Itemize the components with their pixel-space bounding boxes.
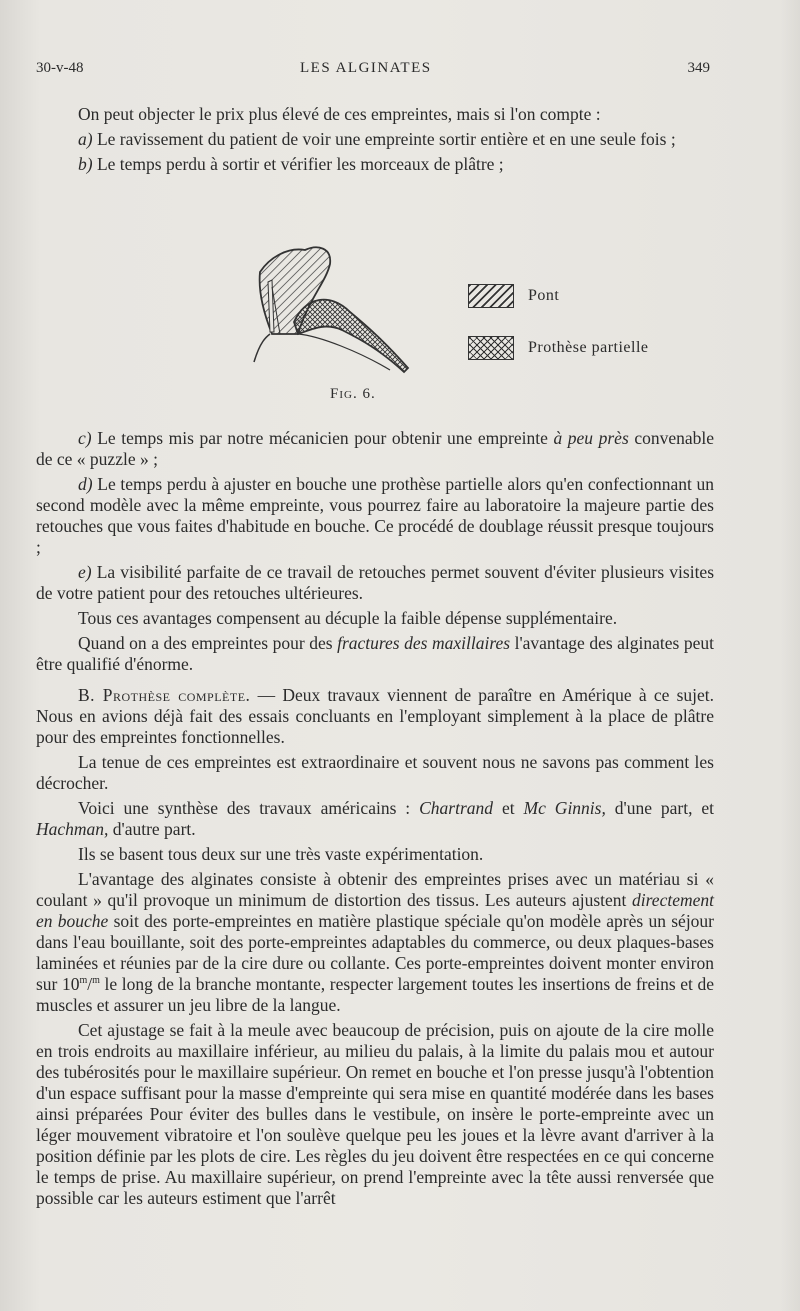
item-text-b: Le temps perdu à sortir et vérifier les morceaux de plâtre ; bbox=[96, 154, 504, 174]
running-header bbox=[36, 60, 710, 80]
author-chartrand: Chartrand bbox=[419, 798, 494, 818]
page-number: 349 bbox=[687, 60, 710, 76]
list-item-a bbox=[36, 129, 714, 150]
unit-sup-2: m bbox=[92, 975, 100, 986]
unit-slash: / bbox=[87, 974, 93, 994]
header-title: LES ALGINATES bbox=[300, 60, 432, 76]
section-b-paragraph bbox=[36, 685, 714, 748]
item-text-c-1: Le temps mis par notre mécanicien pour obtenir une empreinte bbox=[97, 428, 548, 448]
paragraph-avantages: Tous ces avantages compensent au décuple la faible dépense supplémentaire. bbox=[78, 608, 618, 628]
item-label-d: d) bbox=[78, 474, 93, 494]
paragraph-synthese bbox=[36, 798, 714, 840]
item-label-c: c) bbox=[78, 428, 92, 448]
item-label-a: a) bbox=[78, 129, 93, 149]
header-date: 30-v-48 bbox=[36, 60, 84, 76]
section-b-heading: B. Prothèse complète. bbox=[78, 685, 251, 705]
legend-swatch-pont bbox=[468, 284, 514, 308]
paragraph-ajustage: Cet ajustage se fait à la meule avec beaucoup de précision, puis on ajoute de la cire molle en trois endroits au maxillaire inférieur, au milieu du palais, à la limite du palais mou et autour des tubérosités pour le maxillaire supérieur. On remet en bouche et l'on presse jusqu'à l'obtention d'un espace suffisant pour la masse d'empreinte qui sera mise en quantité modérée dans les bases ainsi préparées Pour éviter des bulles dans le vestibule, on insère le porte-empreinte avec un léger mouvement vibratoire et l'on soulève quelque peu les joues et la lèvre avant d'arriver à la position définie par les plots de cire. Les règles du jeu doivent être respectées en ce qui concerne le temps de prise. Au maxillaire supérieur, on prend l'empreinte avec la tête aussi renversée que possible car les auteurs estiment que l'arrêt bbox=[36, 1020, 714, 1208]
text-block-top bbox=[36, 104, 714, 175]
legend-label-prothese: Prothèse partielle bbox=[528, 339, 649, 356]
item-label-b: b) bbox=[78, 154, 93, 174]
author-mcginnis: Mc Ginnis, bbox=[523, 798, 606, 818]
item-text-c-2: convenable de ce « puzzle » ; bbox=[36, 428, 715, 469]
list-item-d bbox=[36, 474, 714, 558]
legend-swatch-prothese bbox=[468, 336, 514, 360]
unit-sup-1: m bbox=[79, 975, 88, 986]
figure-6 bbox=[0, 240, 800, 410]
paragraph-avantage-alginates bbox=[36, 869, 714, 1016]
paragraph-tenue: La tenue de ces empreintes est extraordinaire et souvent nous ne savons pas comment les décrocher. bbox=[36, 752, 714, 793]
list-item-b bbox=[36, 154, 714, 175]
list-item-c bbox=[36, 428, 714, 470]
paragraph-fractures bbox=[36, 633, 714, 675]
item-text-e: La visibilité parfaite de ce travail de retouches permet souvent d'éviter plusieurs visites de votre patient pour des retouches ultérieures. bbox=[36, 562, 715, 603]
synthese-text-3: d'autre part. bbox=[112, 819, 196, 839]
fractures-italic: fractures des maxillaires bbox=[337, 633, 511, 653]
paragraph-objection: On peut objecter le prix plus élevé de ces empreintes, mais si l'on compte : bbox=[78, 104, 601, 124]
figure-caption: Fig. 6. bbox=[330, 386, 376, 402]
synthese-text-2: d'une part, et bbox=[614, 798, 715, 818]
synthese-text-1: Voici une synthèse des travaux américains : bbox=[78, 798, 411, 818]
item-label-e: e) bbox=[78, 562, 92, 582]
synthese-and: et bbox=[501, 798, 515, 818]
avantage-text-2: soit des porte-empreintes en matière plastique spéciale qu'on modèle après un séjour dans l'eau bouillante, soit des porte-empreintes adaptables du commerce, ou deux plaques-bases laminées et réunies par de la cire dure ou collante. Ces porte-empreintes doivent monter environ sur 10 bbox=[36, 911, 715, 994]
item-text-a: Le ravissement du patient de voir une empreinte sortir entière et en une seule fois ; bbox=[96, 129, 676, 149]
avantage-text-3: le long de la branche montante, respecter largement toutes les insertions de freins et de muscles et assurer un jeu libre de la langue. bbox=[36, 974, 715, 1015]
legend-label-pont: Pont bbox=[528, 287, 560, 304]
list-item-e bbox=[36, 562, 714, 604]
section-b-text: — Deux travaux viennent de paraître en Amérique à ce sujet. Nous en avions déjà fait des essais concluants en l'employant simplement à la place de plâtre pour des empreintes fonctionnelles. bbox=[36, 685, 715, 747]
item-text-d: Le temps perdu à ajuster en bouche une prothèse partielle alors qu'en confectionnant un second modèle avec la même empreinte, vous pourrez faire au laboratoire la majeure partie des retouches que vous faites d'habitude en bouche. Ce procédé de doublage réussit presque toujours ; bbox=[36, 474, 715, 557]
avantage-text-1: L'avantage des alginates consiste à obtenir des empreintes prises avec un matériau si « coulant » qu'il provoque un minimum de distortion des tissus. Les auteurs ajustent bbox=[36, 869, 714, 910]
avantage-italic: directement en bouche bbox=[36, 890, 714, 931]
fractures-text-2: l'avantage des alginates peut être qualifié d'énorme. bbox=[36, 633, 715, 674]
paragraph-experimentation: Ils se basent tous deux sur une très vaste expérimentation. bbox=[78, 844, 484, 864]
text-block-main bbox=[36, 428, 714, 1209]
tooth-diagram bbox=[250, 242, 420, 387]
item-text-c-italic: à peu près bbox=[553, 428, 629, 448]
author-hachman: Hachman, bbox=[36, 819, 109, 839]
fractures-text-1: Quand on a des empreintes pour des bbox=[78, 633, 333, 653]
